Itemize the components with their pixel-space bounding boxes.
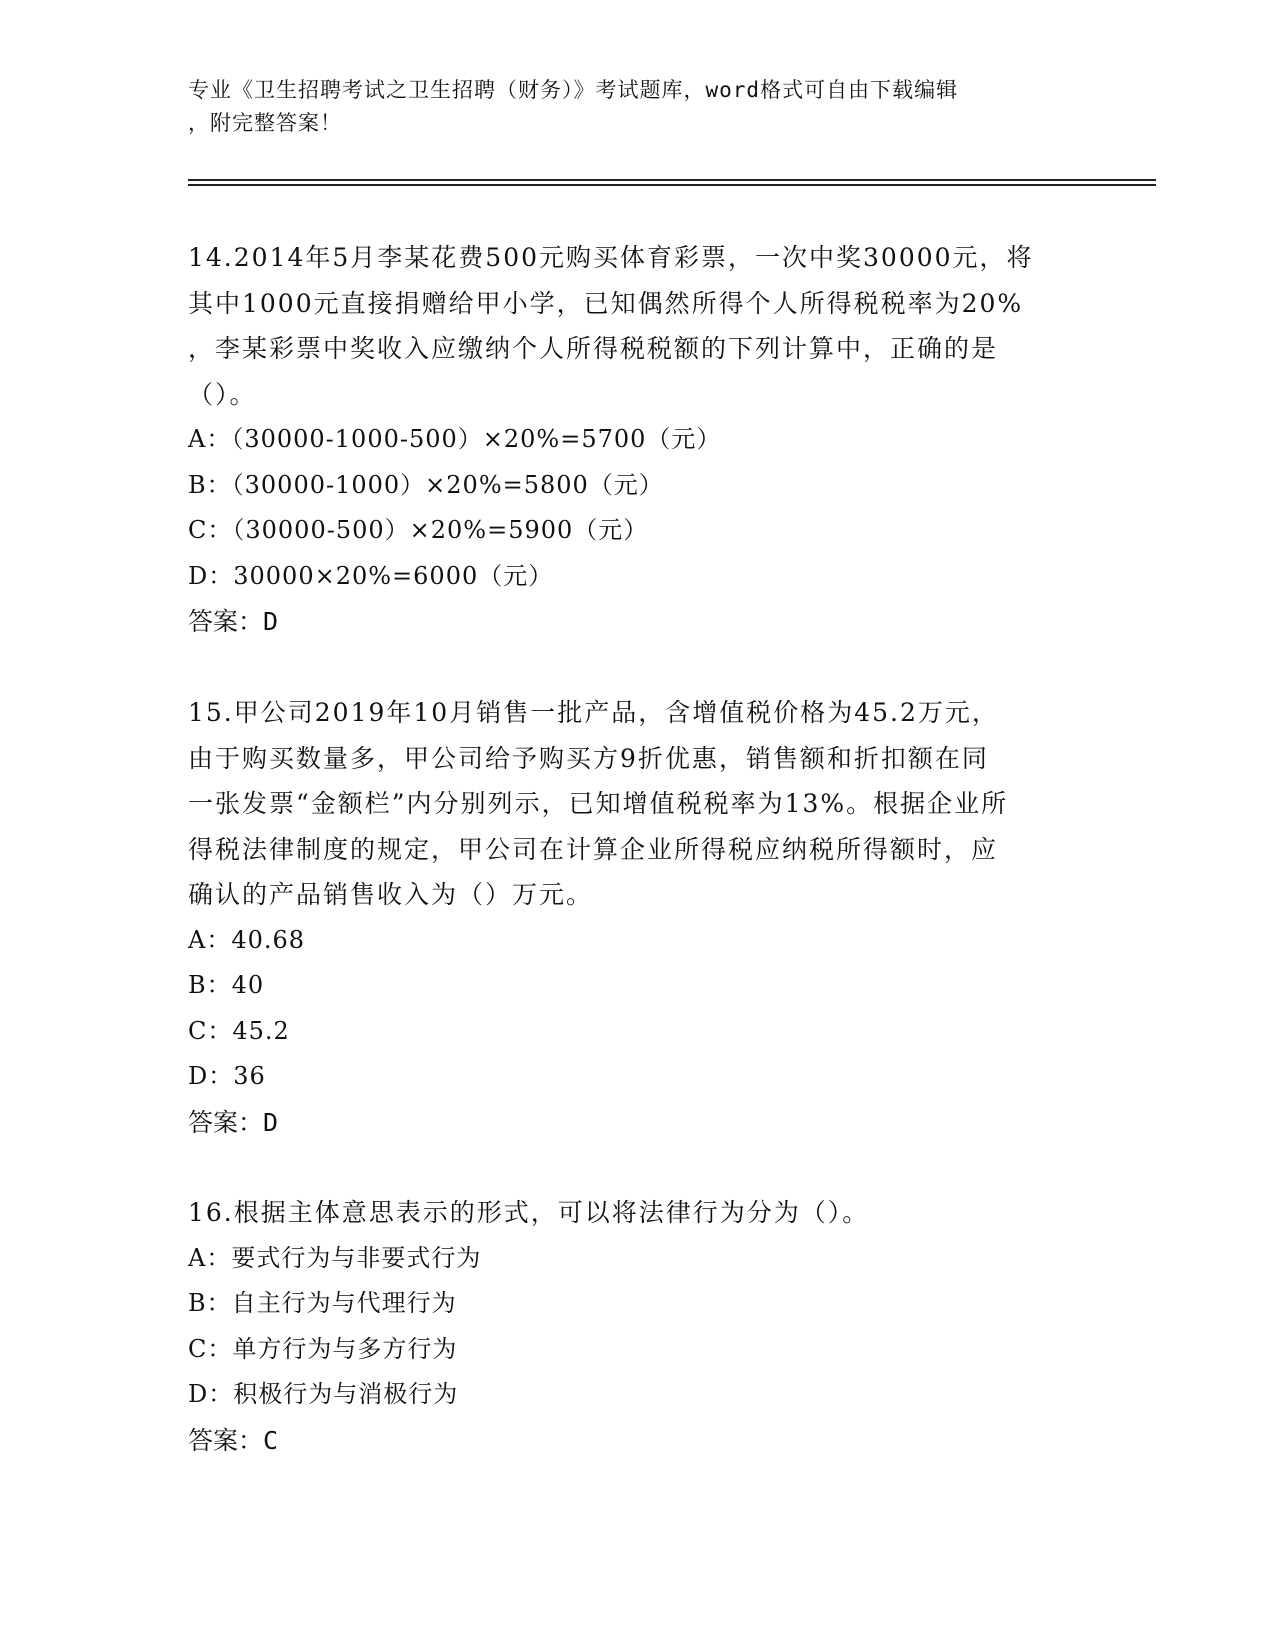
option-c: C：45.2 bbox=[188, 1016, 290, 1045]
option-a: A：要式行为与非要式行为 bbox=[188, 1243, 482, 1272]
header-line: 专业《卫生招聘考试之卫生招聘（财务）》考试题库，word格式可自由下载编辑 bbox=[188, 78, 959, 102]
option-d: D：积极行为与消极行为 bbox=[188, 1380, 459, 1408]
option-c: C：（30000-500）×20%=5900（元） bbox=[188, 516, 649, 544]
question-15 bbox=[188, 690, 1088, 1145]
question-stem-line: 16.根据主体意思表示的形式，可以将法律行为分为（）。 bbox=[188, 1198, 870, 1227]
option-d: D：36 bbox=[188, 1062, 266, 1090]
question-14 bbox=[188, 235, 1088, 645]
question-stem-line: 确认的产品销售收入为（）万元。 bbox=[188, 880, 594, 909]
option-b: B：40 bbox=[188, 971, 265, 999]
question-stem-line: 15.甲公司2019年10月销售一批产品，含增值税价格为45.2万元， bbox=[188, 698, 999, 727]
option-a: A：（30000-1000-500）×20%=5700（元） bbox=[188, 425, 722, 453]
question-stem-line: 由于购买数量多，甲公司给予购买方9折优惠，销售额和折扣额在同 bbox=[188, 743, 989, 773]
document-header bbox=[188, 74, 1088, 140]
question-stem-line: 其中1000元直接捐赠给甲小学，已知偶然所得个人所得税税率为20% bbox=[188, 288, 1024, 318]
option-b: B：（30000-1000）×20%=5800（元） bbox=[188, 470, 664, 499]
answer-label: 答案：D bbox=[188, 607, 279, 636]
question-stem-line: （）。 bbox=[188, 379, 257, 409]
header-line: ，附完整答案！ bbox=[188, 111, 342, 135]
header-divider-bottom bbox=[188, 184, 1156, 186]
answer-label: 答案：D bbox=[188, 1107, 279, 1137]
header-divider-top bbox=[188, 179, 1156, 181]
question-16 bbox=[188, 1190, 1088, 1463]
answer-label: 答案：C bbox=[188, 1425, 279, 1455]
option-a: A：40.68 bbox=[188, 925, 306, 954]
option-d: D：30000×20%=6000（元） bbox=[188, 561, 554, 590]
question-stem-line: 一张发票“金额栏”内分别列示，已知增值税税率为13%。根据企业所 bbox=[188, 789, 1009, 818]
question-stem-line: ，李某彩票中奖收入应缴纳个人所得税税额的下列计算中，正确的是 bbox=[188, 334, 999, 363]
option-b: B：自主行为与代理行为 bbox=[188, 1289, 457, 1317]
question-stem-line: 得税法律制度的规定，甲公司在计算企业所得税应纳税所得额时，应 bbox=[188, 834, 999, 864]
question-stem-line: 14.2014年5月李某花费500元购买体育彩票，一次中奖30000元，将 bbox=[188, 243, 1034, 272]
option-c: C：单方行为与多方行为 bbox=[188, 1334, 458, 1363]
